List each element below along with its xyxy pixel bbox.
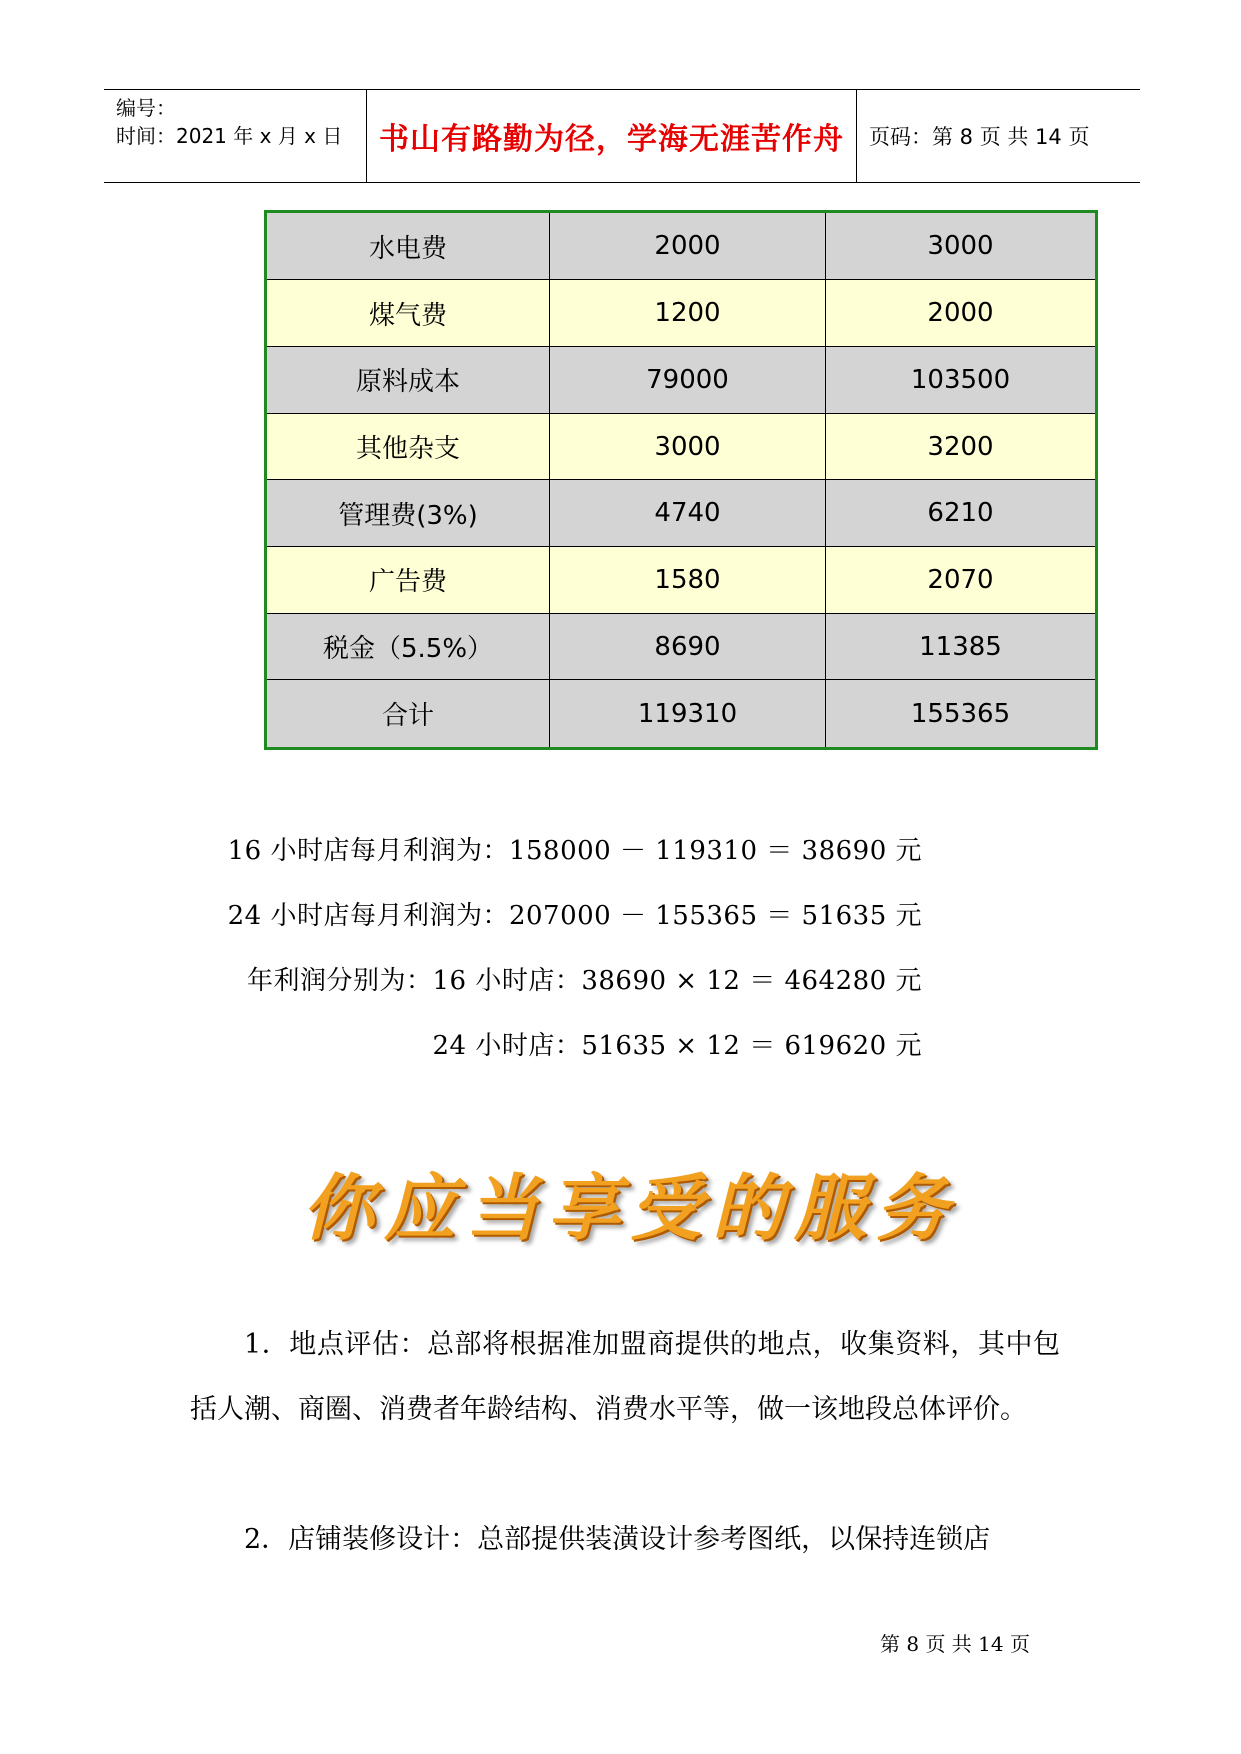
row-value-16h: 1580: [550, 547, 826, 614]
table-row: [266, 280, 1097, 347]
table-row: [266, 613, 1097, 680]
row-item: 合计: [266, 680, 550, 749]
table-row: [266, 680, 1097, 749]
row-value-24h: 2070: [826, 547, 1097, 614]
row-item: 煤气费: [266, 280, 550, 347]
annual-profit-line-16h: 年利润分别为：16 小时店：38690 × 12 ＝ 464280 元: [246, 966, 922, 996]
number-label: 编号：: [116, 96, 176, 120]
table-row: [266, 480, 1097, 547]
table-row: [266, 547, 1097, 614]
row-item: 其他杂支: [266, 413, 550, 480]
header-page-label: 页码：第 8 页 共 14 页: [869, 125, 1090, 149]
row-value-16h: 79000: [550, 347, 826, 414]
row-value-24h: 6210: [826, 480, 1097, 547]
header-left: [104, 90, 367, 182]
row-value-24h: 3000: [826, 212, 1097, 280]
row-value-16h: 1200: [550, 280, 826, 347]
page-header: [104, 89, 1140, 183]
annual-profit-line-24h: 24 小时店：51635 × 12 ＝ 619620 元: [432, 1031, 922, 1061]
row-value-24h: 155365: [826, 680, 1097, 749]
row-value-24h: 3200: [826, 413, 1097, 480]
row-item: 管理费(3%): [266, 480, 550, 547]
paragraph-site-evaluation: 1．地点评估：总部将根据准加盟商提供的地点，收集资料，其中包括人潮、商圈、消费者年龄结构、消费水平等，做一该地段总体评价。: [190, 1329, 1060, 1425]
row-value-16h: 8690: [550, 613, 826, 680]
row-item: 税金（5.5%）: [266, 613, 550, 680]
time-label: 时间：2021 年 x 月 x 日: [116, 124, 343, 148]
page-footer: 第 8 页 共 14 页: [880, 1632, 1030, 1656]
table-row: [266, 212, 1097, 280]
section-title: 你应当享受的服务: [301, 1165, 958, 1250]
row-value-24h: 11385: [826, 613, 1097, 680]
cost-table: [264, 210, 1098, 750]
row-value-16h: 119310: [550, 680, 826, 749]
profit-line-16h: 16 小时店每月利润为：158000 － 119310 ＝ 38690 元: [227, 836, 922, 866]
table-row: [266, 347, 1097, 414]
row-value-16h: 4740: [550, 480, 826, 547]
paragraph-store-design: 2．店铺装修设计：总部提供装潢设计参考图纸，以保持连锁店: [244, 1524, 991, 1555]
row-value-16h: 2000: [550, 212, 826, 280]
row-item: 原料成本: [266, 347, 550, 414]
header-motto: 书山有路勤为径，学海无涯苦作舟: [367, 90, 857, 182]
row-value-24h: 103500: [826, 347, 1097, 414]
row-item: 广告费: [266, 547, 550, 614]
row-value-16h: 3000: [550, 413, 826, 480]
row-value-24h: 2000: [826, 280, 1097, 347]
table-row: [266, 413, 1097, 480]
profit-line-24h: 24 小时店每月利润为：207000 － 155365 ＝ 51635 元: [227, 901, 922, 931]
row-item: 水电费: [266, 212, 550, 280]
